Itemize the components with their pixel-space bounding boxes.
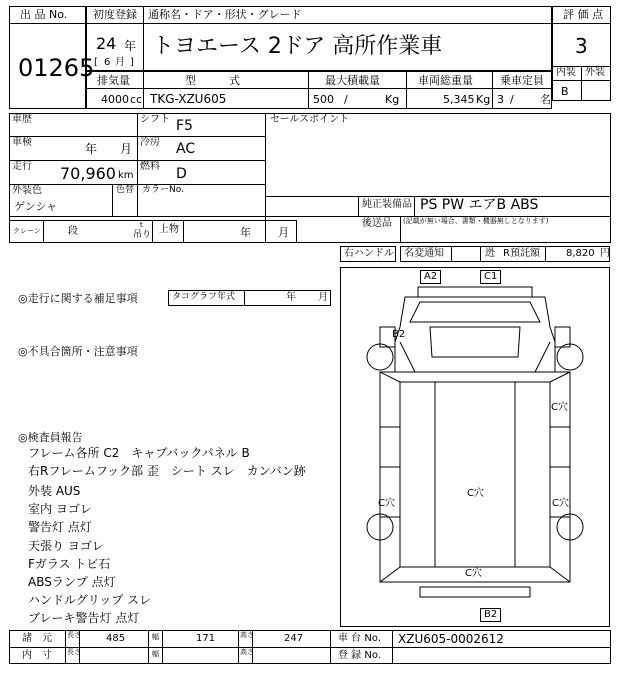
capacity: 3 [497,93,504,106]
report-line: ハンドルグリップ スレ [28,593,152,607]
crane-row [9,220,297,243]
score: 3 [575,34,588,58]
ext-color-label: 外装色 [12,185,42,196]
report-line: 外装 AUS [28,484,81,498]
car-name: トヨエース 2ドア 高所作業車 [152,34,443,59]
width: 171 [196,633,216,644]
damage-mark: C穴 [378,498,395,509]
color-no-label: カラーNo. [142,185,184,195]
inner-dims-label: 内 寸 [22,650,52,661]
height: 247 [284,633,304,644]
mileage-label: 走行 [12,161,32,172]
ext-color: ゲンシャ [14,200,58,213]
capacity-label: 乗車定員 [500,74,544,87]
ac-label: 冷房 [140,137,160,148]
fuel: D [176,166,187,182]
report-line: 右Rフレームフック部 歪 シート スレ カンバン跡 [28,464,306,478]
exterior-label: 外装 [585,67,605,78]
r-price-label: R預託額 [503,248,540,259]
month-unit: 月 [115,57,125,68]
lot-no-label: 出 品 No. [20,8,68,21]
shift: F5 [176,118,193,134]
report-line: ブレーキ警告灯 点灯 [28,611,140,625]
driving-notes-label: ◎走行に関する補足事項 [18,292,138,305]
equipment-label: 純正装備品 [362,199,412,210]
crane-label: クレーン [13,227,41,235]
dims-label: 諸 元 [22,633,52,644]
aftermarket-note: (記載が無い場合、書類・機器無しとなります) [403,217,549,225]
truck-diagram [340,267,610,627]
score-label: 評 価 点 [563,8,603,21]
chassis-label: 車 台 No. [338,633,381,644]
first-reg-month: 6 [104,57,111,68]
selling-points-label: セールスポイント [270,114,350,125]
gross-weight: 5,345 [443,93,475,106]
damage-mark: C穴 [551,402,568,413]
report-line: 室内 ヨゴレ [28,502,92,516]
aftermarket-label: 後送品 [362,218,392,229]
displacement-label: 排気量 [97,74,130,87]
first-reg-year: 24 [96,34,117,53]
displacement: 4000 [101,93,129,106]
mount-label: 上物 [159,224,179,235]
equipment: PS PW エアB ABS [420,197,539,213]
inspection-label: 車検 [12,137,32,148]
lot-no: 01265 [18,54,95,82]
damage-mark: C1 [480,270,501,284]
history-label: 車歴 [12,114,32,125]
defects-label: ◎不具合箇所・注意事項 [18,345,138,358]
damage-mark: C穴 [465,568,482,579]
tacho-label: タコグラフ年式 [172,292,236,302]
max-load: 500 [313,93,334,106]
color-change-label: 色替 [116,185,135,195]
year-unit: 年 [124,39,137,53]
mileage: 70,960 [60,164,116,183]
fuel-label: 燃料 [140,161,160,172]
damage-mark: C穴 [552,498,569,509]
report-line: 警告灯 点灯 [28,520,92,534]
max-load-label: 最大積載量 [325,74,380,87]
ac: AC [176,141,196,157]
rhd: 右ハンドル [344,248,394,259]
damage-mark: B2 [392,329,406,340]
report-line: Fガラス トビ石 [28,557,111,571]
report-line: フレーム各所 C2 キャブバックパネル B [28,446,250,460]
model: TKG-XZU605 [150,92,227,106]
damage-mark: C穴 [467,488,484,499]
name-change: 名変通知 [404,248,444,259]
damage-mark: A2 [420,270,441,284]
car-name-label: 通称名・ドア・形状・グレード [148,8,302,21]
inspector-label: ◎検査員報告 [18,431,83,444]
first-reg-label: 初度登録 [93,8,137,21]
r-price: 8,820 [566,248,595,259]
length: 485 [106,633,126,644]
chassis-no: XZU605-0002612 [398,632,504,646]
gross-weight-label: 車両総重量 [418,74,473,87]
report-line: 天張り ヨゴレ [28,539,104,553]
interior-label: 内装 [556,67,576,78]
reg-label: 登 録 No. [338,650,381,661]
shift-label: シフト [140,114,170,125]
damage-mark: B2 [480,608,501,622]
model-label: 型 式 [185,74,240,87]
interior-grade: B [561,85,569,98]
report-line: ABSランプ 点灯 [28,575,116,589]
